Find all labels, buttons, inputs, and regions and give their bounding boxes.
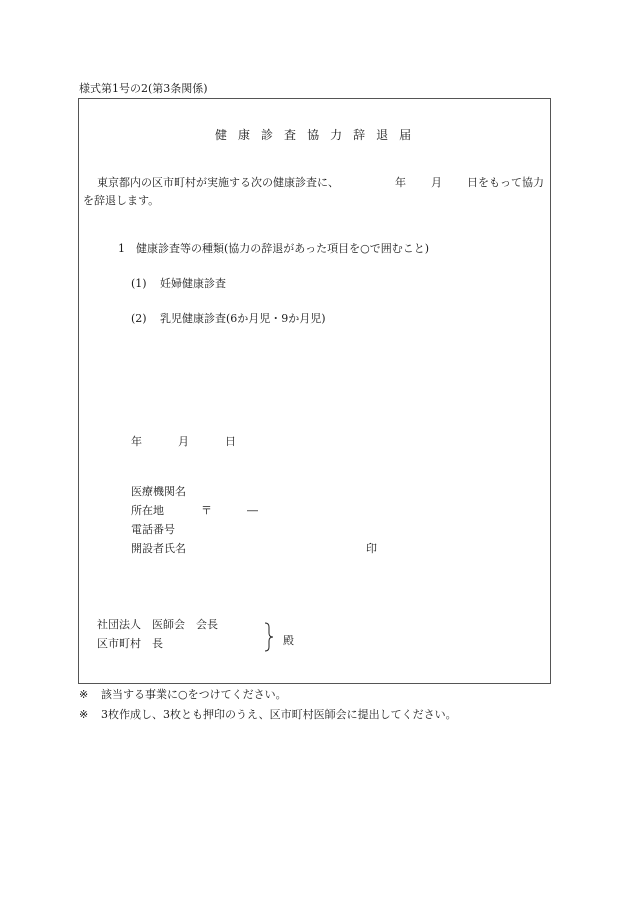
phone-label: 電話番号 <box>131 523 175 536</box>
note-2-mark: ※ <box>79 708 89 721</box>
form-title <box>215 128 411 142</box>
right-brace-icon <box>263 622 277 652</box>
note-1-text: 該当する事業に○をつけてください。 <box>101 688 287 701</box>
title-char: 診 <box>261 128 274 142</box>
item-1-heading: 1 健康診査等の種類(協力の辞退があった項目を○で囲むこと) <box>118 242 430 255</box>
option-1-label: 妊婦健康診査 <box>160 277 226 290</box>
date-month: 月 <box>178 435 189 448</box>
honorific: 殿 <box>283 634 294 647</box>
title-char: 査 <box>284 128 297 142</box>
option-1-number: (1) <box>131 277 147 290</box>
title-char: 康 <box>238 128 251 142</box>
title-char: 協 <box>307 128 320 142</box>
note-2-text: 3枚作成し、3枚とも押印のうえ、区市町村医師会に提出してください。 <box>101 708 457 721</box>
title-char: 届 <box>399 128 412 142</box>
postal-dash: ― <box>247 504 258 517</box>
intro-text-line2: を辞退します。 <box>83 194 160 207</box>
addressee-municipality: 区市町村 長 <box>97 637 163 650</box>
title-char: 健 <box>215 128 228 142</box>
date-year: 年 <box>131 435 142 448</box>
postal-mark: 〒 <box>201 504 212 517</box>
form-number: 様式第1号の2(第3条関係) <box>79 82 208 95</box>
intro-month: 月 <box>431 176 442 189</box>
title-char: 退 <box>376 128 389 142</box>
note-1-mark: ※ <box>79 688 89 701</box>
intro-text: 東京都内の区市町村が実施する次の健康診査に、 <box>97 176 339 189</box>
institution-label: 医療機関名 <box>131 485 186 498</box>
option-2-label: 乳児健康診査(6か月児・9か月児) <box>160 312 326 325</box>
founder-label: 開設者氏名 <box>131 542 186 555</box>
intro-day: 日をもって協力 <box>467 176 544 189</box>
intro-year: 年 <box>395 176 406 189</box>
option-2-number: (2) <box>131 312 147 325</box>
date-day: 日 <box>225 435 236 448</box>
addressee-medical-association: 社団法人 医師会 会長 <box>97 618 218 631</box>
title-char: 力 <box>330 128 343 142</box>
seal-mark: 印 <box>366 542 377 555</box>
address-label: 所在地 <box>131 504 164 517</box>
title-char: 辞 <box>353 128 366 142</box>
